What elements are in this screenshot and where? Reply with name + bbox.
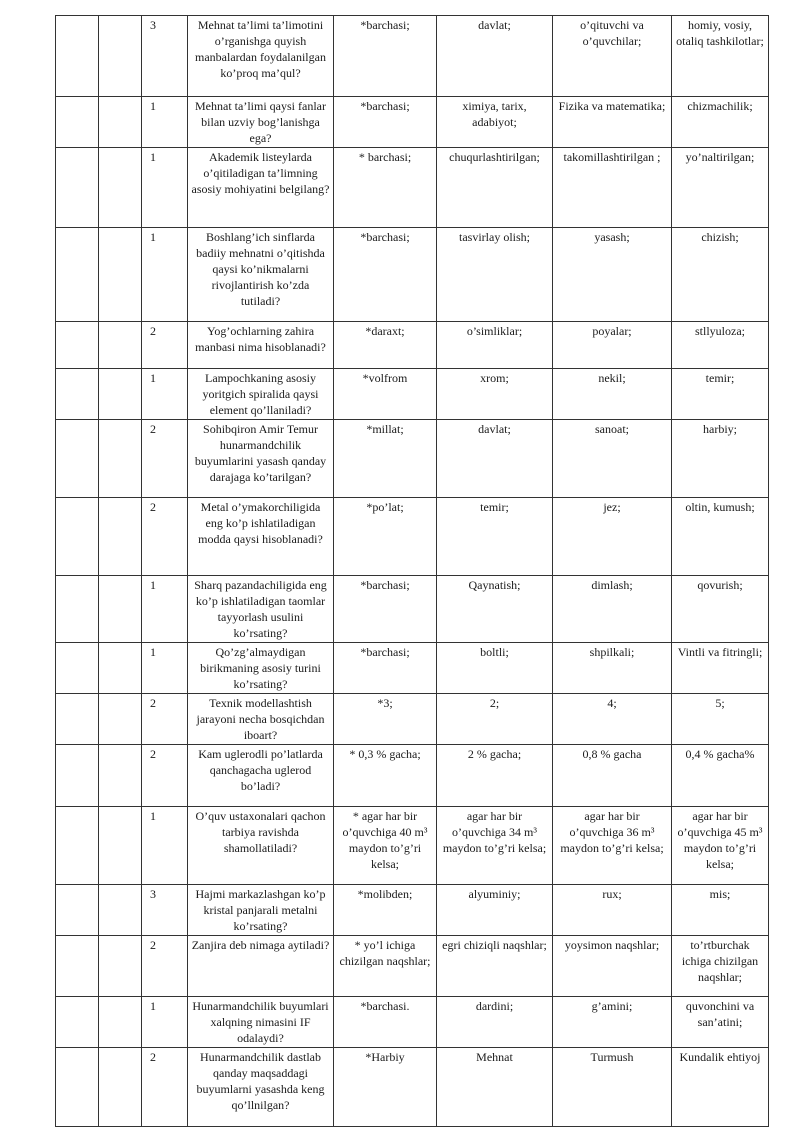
table-row bbox=[56, 885, 769, 936]
difficulty-level-cell: 1 bbox=[142, 576, 188, 643]
question-cell: Akademik listeylarda o’qitiladigan ta’limning asosiy mohiyatini belgilang? bbox=[188, 148, 334, 228]
difficulty-level-cell: 2 bbox=[142, 322, 188, 369]
question-cell: Sohibqiron Amir Temur hunarmandchilik buyumlarini yasash qanday darajaga ko’tarilgan? bbox=[188, 420, 334, 498]
answer-option-cell: ximiya, tarix, adabiyot; bbox=[437, 97, 553, 148]
answer-option-cell: Mehnat bbox=[437, 1048, 553, 1127]
empty-cell bbox=[99, 16, 142, 97]
question-cell: Lampochkaning asosiy yoritgich spiralida qaysi element qo’llaniladi? bbox=[188, 369, 334, 420]
answer-option-cell: Turmush bbox=[553, 1048, 672, 1127]
table-row bbox=[56, 148, 769, 228]
empty-cell bbox=[56, 148, 99, 228]
answer-option-cell: 2 % gacha; bbox=[437, 745, 553, 807]
answer-option-cell: takomillashtirilgan ; bbox=[553, 148, 672, 228]
empty-cell bbox=[56, 228, 99, 322]
answer-option-cell: g’amini; bbox=[553, 997, 672, 1048]
question-cell: Yog’ochlarning zahira manbasi nima hisoblanadi? bbox=[188, 322, 334, 369]
answer-option-cell: homiy, vosiy, otaliq tashkilotlar; bbox=[672, 16, 769, 97]
answer-option-cell: agar har bir o’quvchiga 34 m³ maydon to’g’ri kelsa; bbox=[437, 807, 553, 885]
question-cell: Hunarmandchilik buyumlari xalqning nimasini IF odalaydi? bbox=[188, 997, 334, 1048]
empty-cell bbox=[56, 1048, 99, 1127]
answer-option-cell: xrom; bbox=[437, 369, 553, 420]
empty-cell bbox=[99, 322, 142, 369]
difficulty-level-cell: 2 bbox=[142, 936, 188, 997]
empty-cell bbox=[56, 322, 99, 369]
answer-option-cell: yo’naltirilgan; bbox=[672, 148, 769, 228]
correct-answer-cell: *3; bbox=[334, 694, 437, 745]
answer-option-cell: mis; bbox=[672, 885, 769, 936]
answer-option-cell: davlat; bbox=[437, 16, 553, 97]
answer-option-cell: Qaynatish; bbox=[437, 576, 553, 643]
empty-cell bbox=[56, 369, 99, 420]
test-questions-table bbox=[55, 15, 769, 1127]
correct-answer-cell: *barchasi. bbox=[334, 997, 437, 1048]
answer-option-cell: shpilkali; bbox=[553, 643, 672, 694]
correct-answer-cell: *daraxt; bbox=[334, 322, 437, 369]
question-cell: Metal o’ymakorchiligida eng ko’p ishlatiladigan modda qaysi hisoblanadi? bbox=[188, 498, 334, 576]
answer-option-cell: harbiy; bbox=[672, 420, 769, 498]
correct-answer-cell: *millat; bbox=[334, 420, 437, 498]
table-row bbox=[56, 97, 769, 148]
difficulty-level-cell: 2 bbox=[142, 498, 188, 576]
answer-option-cell: agar har bir o’quvchiga 45 m³ maydon to’g’ri kelsa; bbox=[672, 807, 769, 885]
table-row bbox=[56, 369, 769, 420]
empty-cell bbox=[99, 498, 142, 576]
answer-option-cell: yasash; bbox=[553, 228, 672, 322]
empty-cell bbox=[99, 228, 142, 322]
answer-option-cell: Vintli va fitringli; bbox=[672, 643, 769, 694]
answer-option-cell: 5; bbox=[672, 694, 769, 745]
answer-option-cell: jez; bbox=[553, 498, 672, 576]
table-row bbox=[56, 807, 769, 885]
correct-answer-cell: *po’lat; bbox=[334, 498, 437, 576]
empty-cell bbox=[56, 694, 99, 745]
table-row bbox=[56, 694, 769, 745]
correct-answer-cell: *Harbiy bbox=[334, 1048, 437, 1127]
correct-answer-cell: * 0,3 % gacha; bbox=[334, 745, 437, 807]
question-cell: Texnik modellashtish jarayoni necha bosqichdan iboart? bbox=[188, 694, 334, 745]
question-cell: O’quv ustaxonalari qachon tarbiya ravishda shamollatiladi? bbox=[188, 807, 334, 885]
answer-option-cell: yoysimon naqshlar; bbox=[553, 936, 672, 997]
answer-option-cell: rux; bbox=[553, 885, 672, 936]
empty-cell bbox=[99, 420, 142, 498]
answer-option-cell: 4; bbox=[553, 694, 672, 745]
answer-option-cell: temir; bbox=[437, 498, 553, 576]
table-body bbox=[56, 16, 769, 1127]
question-cell: Zanjira deb nimaga aytiladi? bbox=[188, 936, 334, 997]
answer-option-cell: to’rtburchak ichiga chizilgan naqshlar; bbox=[672, 936, 769, 997]
question-cell: Kam uglerodli po’latlarda qanchagacha uglerod bo’ladi? bbox=[188, 745, 334, 807]
difficulty-level-cell: 2 bbox=[142, 694, 188, 745]
correct-answer-cell: *barchasi; bbox=[334, 576, 437, 643]
table-row bbox=[56, 745, 769, 807]
table-row bbox=[56, 576, 769, 643]
difficulty-level-cell: 3 bbox=[142, 16, 188, 97]
difficulty-level-cell: 2 bbox=[142, 420, 188, 498]
empty-cell bbox=[56, 498, 99, 576]
answer-option-cell: 0,4 % gacha% bbox=[672, 745, 769, 807]
answer-option-cell: oltin, kumush; bbox=[672, 498, 769, 576]
answer-option-cell: 2; bbox=[437, 694, 553, 745]
empty-cell bbox=[56, 97, 99, 148]
difficulty-level-cell: 1 bbox=[142, 997, 188, 1048]
difficulty-level-cell: 1 bbox=[142, 807, 188, 885]
answer-option-cell: o’simliklar; bbox=[437, 322, 553, 369]
question-cell: Boshlang’ich sinflarda badiiy mehnatni o’qitishda qaysi ko’nikmalarni rivojlantirish ko’zda tutiladi? bbox=[188, 228, 334, 322]
correct-answer-cell: * barchasi; bbox=[334, 148, 437, 228]
correct-answer-cell: *barchasi; bbox=[334, 97, 437, 148]
answer-option-cell: qovurish; bbox=[672, 576, 769, 643]
table-row bbox=[56, 322, 769, 369]
correct-answer-cell: *barchasi; bbox=[334, 643, 437, 694]
empty-cell bbox=[56, 885, 99, 936]
answer-option-cell: sanoat; bbox=[553, 420, 672, 498]
question-cell: Hunarmandchilik dastlab qanday maqsaddagi buyumlarni yasashda keng qo’llnilgan? bbox=[188, 1048, 334, 1127]
answer-option-cell: boltli; bbox=[437, 643, 553, 694]
difficulty-level-cell: 1 bbox=[142, 228, 188, 322]
table-row bbox=[56, 936, 769, 997]
answer-option-cell: nekil; bbox=[553, 369, 672, 420]
answer-option-cell: davlat; bbox=[437, 420, 553, 498]
empty-cell bbox=[99, 97, 142, 148]
question-cell: Mehnat ta’limi ta’limotini o’rganishga quyish manbalardan foydalanilgan ko’proq ma’qul? bbox=[188, 16, 334, 97]
difficulty-level-cell: 1 bbox=[142, 148, 188, 228]
answer-option-cell: alyuminiy; bbox=[437, 885, 553, 936]
difficulty-level-cell: 2 bbox=[142, 745, 188, 807]
answer-option-cell: quvonchini va san’atini; bbox=[672, 997, 769, 1048]
empty-cell bbox=[56, 807, 99, 885]
correct-answer-cell: * yo’l ichiga chizilgan naqshlar; bbox=[334, 936, 437, 997]
answer-option-cell: dimlash; bbox=[553, 576, 672, 643]
empty-cell bbox=[99, 643, 142, 694]
correct-answer-cell: *barchasi; bbox=[334, 16, 437, 97]
difficulty-level-cell: 1 bbox=[142, 97, 188, 148]
answer-option-cell: chuqurlashtirilgan; bbox=[437, 148, 553, 228]
empty-cell bbox=[99, 576, 142, 643]
answer-option-cell: agar har bir o’quvchiga 36 m³ maydon to’g’ri kelsa; bbox=[553, 807, 672, 885]
answer-option-cell: poyalar; bbox=[553, 322, 672, 369]
question-cell: Mehnat ta’limi qaysi fanlar bilan uzviy bog’lanishga ega? bbox=[188, 97, 334, 148]
question-cell: Hajmi markazlashgan ko’p kristal panjarali metalni ko’rsating? bbox=[188, 885, 334, 936]
table-row bbox=[56, 498, 769, 576]
correct-answer-cell: * agar har bir o’quvchiga 40 m³ maydon to’g’ri kelsa; bbox=[334, 807, 437, 885]
empty-cell bbox=[56, 16, 99, 97]
empty-cell bbox=[99, 1048, 142, 1127]
answer-option-cell: dardini; bbox=[437, 997, 553, 1048]
empty-cell bbox=[99, 997, 142, 1048]
empty-cell bbox=[99, 807, 142, 885]
table-row bbox=[56, 997, 769, 1048]
answer-option-cell: Kundalik ehtiyoj bbox=[672, 1048, 769, 1127]
table-row bbox=[56, 16, 769, 97]
answer-option-cell: o’qituvchi va o’quvchilar; bbox=[553, 16, 672, 97]
empty-cell bbox=[99, 369, 142, 420]
empty-cell bbox=[56, 936, 99, 997]
table-row bbox=[56, 420, 769, 498]
empty-cell bbox=[99, 745, 142, 807]
answer-option-cell: Fizika va matematika; bbox=[553, 97, 672, 148]
difficulty-level-cell: 3 bbox=[142, 885, 188, 936]
empty-cell bbox=[99, 885, 142, 936]
answer-option-cell: 0,8 % gacha bbox=[553, 745, 672, 807]
empty-cell bbox=[99, 148, 142, 228]
correct-answer-cell: *volfrom bbox=[334, 369, 437, 420]
difficulty-level-cell: 1 bbox=[142, 369, 188, 420]
answer-option-cell: temir; bbox=[672, 369, 769, 420]
difficulty-level-cell: 1 bbox=[142, 643, 188, 694]
question-cell: Sharq pazandachiligida eng ko’p ishlatiladigan taomlar tayyorlash usulini ko’rsating? bbox=[188, 576, 334, 643]
empty-cell bbox=[56, 643, 99, 694]
empty-cell bbox=[56, 997, 99, 1048]
empty-cell bbox=[56, 420, 99, 498]
table-row bbox=[56, 1048, 769, 1127]
empty-cell bbox=[56, 745, 99, 807]
answer-option-cell: tasvirlay olish; bbox=[437, 228, 553, 322]
correct-answer-cell: *molibden; bbox=[334, 885, 437, 936]
question-cell: Qo’zg’almaydigan birikmaning asosiy turini ko’rsating? bbox=[188, 643, 334, 694]
empty-cell bbox=[99, 936, 142, 997]
answer-option-cell: chizmachilik; bbox=[672, 97, 769, 148]
empty-cell bbox=[56, 576, 99, 643]
empty-cell bbox=[99, 694, 142, 745]
table-row bbox=[56, 228, 769, 322]
answer-option-cell: egri chiziqli naqshlar; bbox=[437, 936, 553, 997]
difficulty-level-cell: 2 bbox=[142, 1048, 188, 1127]
correct-answer-cell: *barchasi; bbox=[334, 228, 437, 322]
answer-option-cell: stllyuloza; bbox=[672, 322, 769, 369]
table-row bbox=[56, 643, 769, 694]
answer-option-cell: chizish; bbox=[672, 228, 769, 322]
